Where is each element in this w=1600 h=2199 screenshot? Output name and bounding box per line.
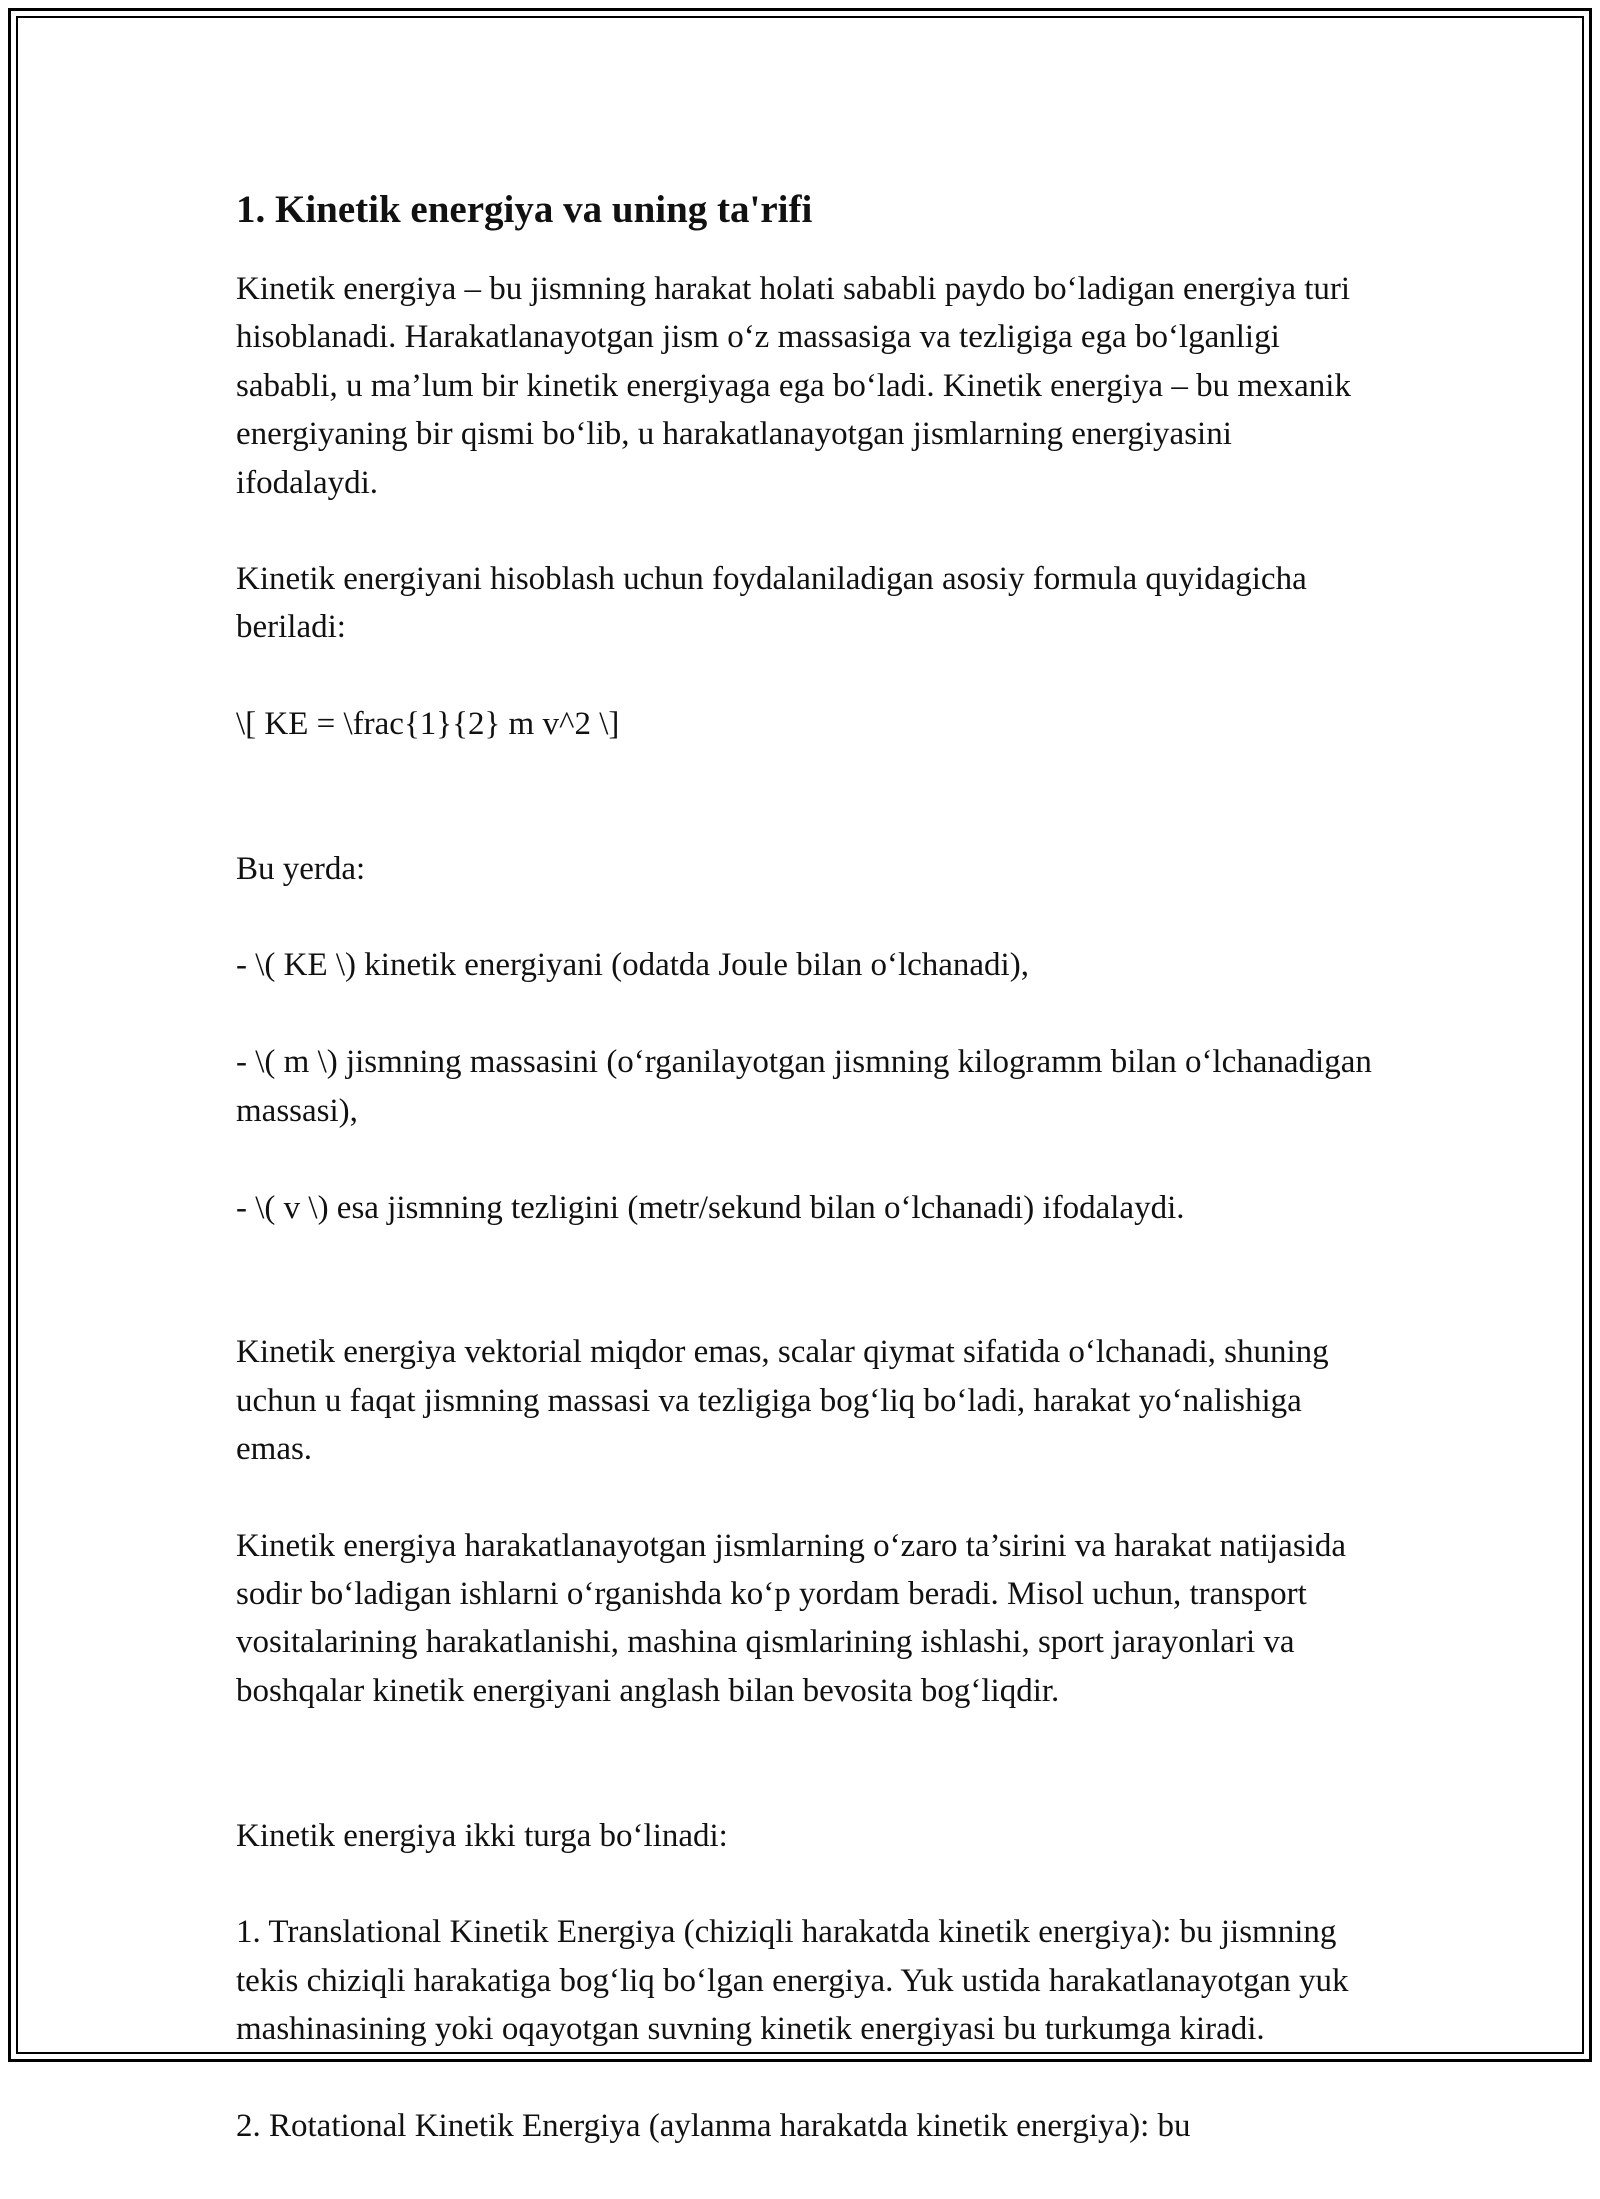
types-list — [236, 1763, 1376, 2199]
types-intro: Kinetik energiya ikki turga bo‘linadi: — [236, 1817, 728, 1854]
formula-text: \[ KE = \frac{1}{2} m v^2 \] — [236, 705, 620, 742]
applications-paragraph: Kinetik energiya harakatlanayotgan jismlarning o‘zaro ta’sirini va harakat natijasida sodir bo‘ladigan ishlarni o‘rganishda ko‘p yordam beradi. Misol uchun, transport vositalarining harakatlanishi, mashina qismlarining ishlashi, sport jarayonlari va boshqalar kinetik energiyani anglash bilan bevosita bog‘liqdir. — [236, 1527, 1346, 1709]
variable-m: - \( m \) jismning massasini (o‘rganilayotgan jismning kilogramm bilan o‘lchanadigan massasi), — [236, 1044, 1372, 1129]
variables-intro: Bu yerda: — [236, 850, 366, 887]
section-heading: 1. Kinetik energiya va uning ta'rifi — [236, 188, 813, 231]
formula-intro-paragraph: Kinetik energiyani hisoblash uchun foydalaniladigan asosiy formula quyidagicha beriladi: — [236, 561, 1307, 646]
variable-v: - \( v \) esa jismning tezligini (metr/sekund bilan o‘lchanadi) ifodalaydi. — [236, 1189, 1185, 1226]
type-rotational: 2. Rotational Kinetik Energiya (aylanma harakatda kinetik energiya): bu — [236, 2108, 1191, 2144]
variables-list — [236, 796, 1376, 1280]
variable-ke: - \( KE \) kinetik energiyani (odatda Joule bilan o‘lchanadi), — [236, 947, 1029, 984]
type-translational: 1. Translational Kinetik Energiya (chiziqli harakatda kinetik energiya): bu jismning tekis chiziqli harakatiga bog‘liq bo‘lgan energiya. Yuk ustida harakatlanayotgan yuk mashinasining yoki oqayotgan suvning kinetik energiyasi bu turkumga kiradi. — [236, 1914, 1349, 2048]
document-body — [236, 180, 1376, 2199]
definition-paragraph: Kinetik energiya – bu jismning harakat holati sababli paydo bo‘ladigan energiya turi hisoblanadi. Harakatlanayotgan jism o‘z massasiga va tezligiga ega bo‘lganligi sababli, u ma’lum bir kinetik energiyaga ega bo‘ladi. Kinetik energiya – bu mexanik energiyaning bir qismi bo‘lib, u harakatlanayotgan jismlarning energiyasini ifodalaydi. — [236, 271, 1351, 501]
scalar-paragraph: Kinetik energiya vektorial miqdor emas, scalar qiymat sifatida o‘lchanadi, shuning uchun u faqat jismning massasi va tezligiga bog‘liq bo‘ladi, harakat yo‘nalishiga emas. — [236, 1334, 1329, 1468]
